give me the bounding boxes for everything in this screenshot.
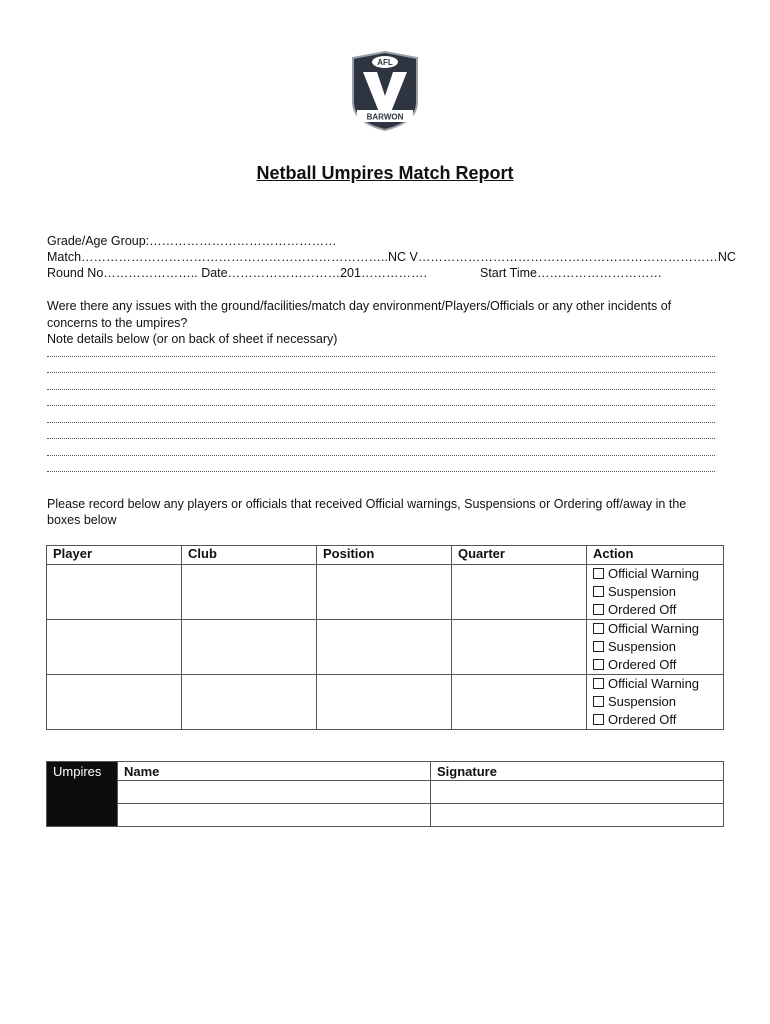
official-warning-option[interactable]: Official Warning (593, 675, 717, 693)
player-cell[interactable] (47, 675, 182, 730)
header-player: Player (47, 546, 182, 565)
checkbox-icon[interactable] (593, 568, 604, 579)
instruction-text-line2: boxes below (47, 513, 117, 527)
umpire-signature-cell[interactable] (431, 804, 724, 827)
notes-line[interactable] (47, 356, 715, 357)
header-action: Action (587, 546, 724, 565)
checkbox-icon[interactable] (593, 678, 604, 689)
page-title: Netball Umpires Match Report (256, 163, 514, 183)
umpires-table (46, 761, 724, 827)
notes-line[interactable] (47, 471, 715, 472)
checkbox-icon[interactable] (593, 641, 604, 652)
header-quarter: Quarter (452, 546, 587, 565)
action-cell (587, 675, 724, 730)
players-table (46, 545, 724, 730)
action-cell (587, 620, 724, 675)
action-cell (587, 565, 724, 620)
suspension-option[interactable]: Suspension (593, 638, 717, 656)
suspension-option[interactable]: Suspension (593, 583, 717, 601)
notes-line[interactable] (47, 372, 715, 373)
position-cell[interactable] (317, 565, 452, 620)
official-warning-option[interactable]: Official Warning (593, 565, 717, 583)
official-warning-option[interactable]: Official Warning (593, 620, 717, 638)
notes-line[interactable] (47, 405, 715, 406)
header-name: Name (118, 762, 431, 781)
header-club: Club (182, 546, 317, 565)
header-signature: Signature (431, 762, 724, 781)
table-header-row (47, 546, 724, 565)
quarter-cell[interactable] (452, 675, 587, 730)
ordered-off-option[interactable]: Ordered Off (593, 711, 717, 729)
table-row (47, 781, 724, 804)
grade-age-group-field[interactable]: Grade/Age Group:……………………………………… (47, 234, 337, 248)
umpires-label: Umpires (47, 762, 118, 827)
club-cell[interactable] (182, 675, 317, 730)
afl-barwon-logo (349, 50, 421, 132)
table-row (47, 804, 724, 827)
start-time-field[interactable]: Start Time………………………… (480, 266, 662, 280)
club-cell[interactable] (182, 620, 317, 675)
quarter-cell[interactable] (452, 565, 587, 620)
quarter-cell[interactable] (452, 620, 587, 675)
position-cell[interactable] (317, 620, 452, 675)
logo-bottom-text: BARWON (366, 112, 404, 122)
position-cell[interactable] (317, 675, 452, 730)
checkbox-icon[interactable] (593, 659, 604, 670)
checkbox-icon[interactable] (593, 623, 604, 634)
checkbox-icon[interactable] (593, 604, 604, 615)
round-date-field[interactable]: Round No………………….. Date………………………201……………. (47, 266, 427, 280)
table-row (47, 675, 724, 730)
checkbox-icon[interactable] (593, 714, 604, 725)
logo-top-text: AFL (377, 58, 393, 67)
note-instruction: Note details below (or on back of sheet if necessary) (47, 332, 338, 346)
question-text-line2: concerns to the umpires? (47, 316, 188, 330)
question-text-line1: Were there any issues with the ground/facilities/match day environment/Players/Officials or any other incidents of (47, 299, 672, 313)
notes-line[interactable] (47, 389, 715, 390)
umpire-name-cell[interactable] (118, 804, 431, 827)
notes-line[interactable] (47, 438, 715, 439)
umpire-signature-cell[interactable] (431, 781, 724, 804)
table-header-row (47, 762, 724, 781)
checkbox-icon[interactable] (593, 586, 604, 597)
umpire-name-cell[interactable] (118, 781, 431, 804)
header-position: Position (317, 546, 452, 565)
checkbox-icon[interactable] (593, 696, 604, 707)
table-row (47, 620, 724, 675)
instruction-text-line1: Please record below any players or officials that received Official warnings, Suspensions or Ordering off/away in the (47, 497, 687, 511)
suspension-option[interactable]: Suspension (593, 693, 717, 711)
ordered-off-option[interactable]: Ordered Off (593, 656, 717, 674)
table-row (47, 565, 724, 620)
notes-line[interactable] (47, 455, 715, 456)
club-cell[interactable] (182, 565, 317, 620)
match-field[interactable]: Match………………………………………………………………..NC V………………………………………………………………NC (47, 250, 736, 264)
player-cell[interactable] (47, 565, 182, 620)
ordered-off-option[interactable]: Ordered Off (593, 601, 717, 619)
notes-line[interactable] (47, 422, 715, 423)
player-cell[interactable] (47, 620, 182, 675)
